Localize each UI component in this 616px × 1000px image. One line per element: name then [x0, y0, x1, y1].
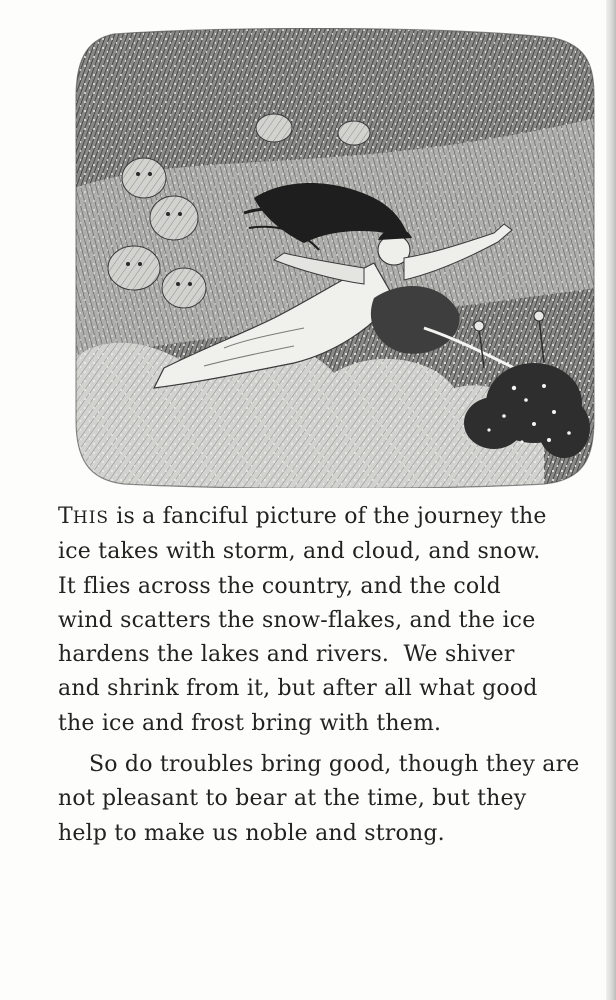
paragraph-1-line-7: the ice and frost bring with them.: [58, 710, 442, 736]
paragraph-1-line-1: [58, 500, 614, 535]
paragraph-2-line-3: help to make us noble and strong.: [58, 820, 445, 846]
engraving-illustration: [74, 28, 596, 488]
body-text: [58, 500, 614, 851]
paragraph-1-line-2: ice takes with storm, and cloud, and snow.: [58, 539, 541, 565]
paragraph-1-line-4: wind scatters the snow-flakes, and the ice: [58, 607, 536, 633]
small-caps-word: HIS: [72, 508, 110, 528]
paragraph-2-line-2: not pleasant to bear at the time, but they: [58, 786, 527, 812]
page-edge: [606, 0, 616, 1000]
drop-initial: T: [58, 504, 73, 529]
paragraph-1-line-6: and shrink from it, but after all what good: [58, 676, 538, 702]
paragraph-1: [58, 500, 614, 741]
paragraph-1-line-3: It flies across the country, and the cold: [58, 573, 501, 599]
paragraph-2: [58, 748, 614, 851]
paragraph-2-line-1: So do troubles bring good, though they are: [89, 752, 580, 778]
paragraph-1-line-5: hardens the lakes and rivers. We shiver: [58, 642, 515, 668]
paragraph-1-line-1-text: is a fanciful picture of the journey the: [109, 504, 547, 529]
